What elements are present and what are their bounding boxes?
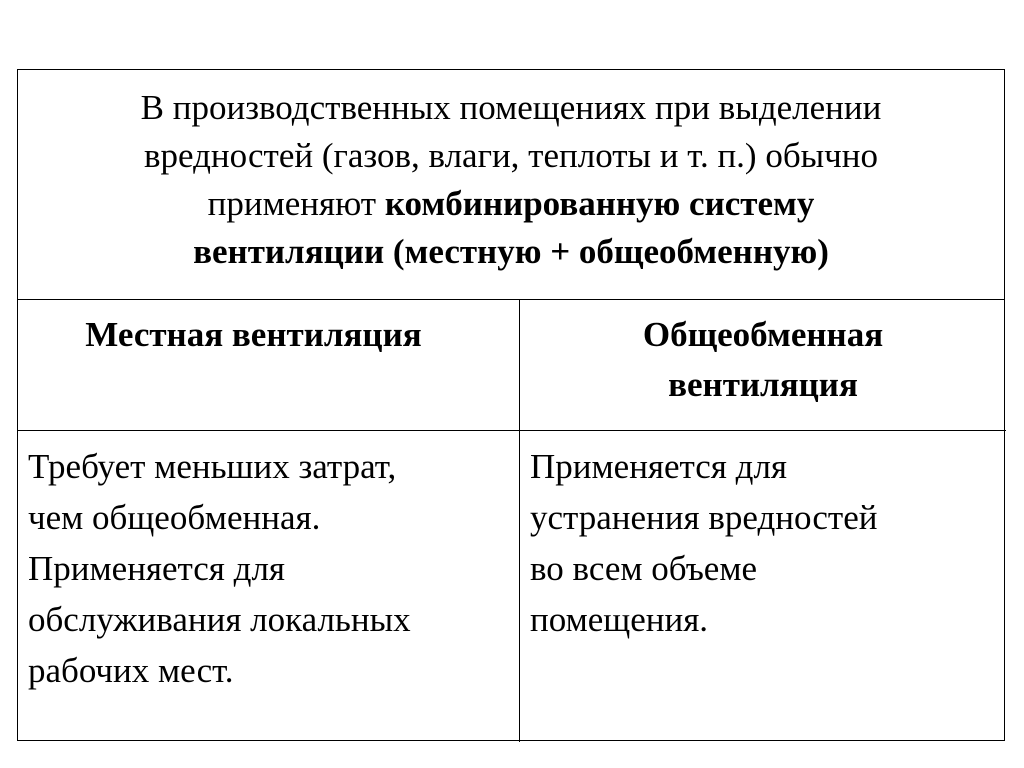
header-local-ventilation (18, 300, 520, 431)
header-general-label (520, 300, 1006, 410)
intro-line-3-normal: применяют (207, 184, 385, 223)
intro-cell (18, 70, 1004, 300)
intro-line-2: вредностей (газов, влаги, теплоты и т. п.) обычно (143, 136, 878, 175)
body-local-line-2: чем общеобменная. (28, 498, 321, 537)
intro-line-1: В производственных помещениях при выделении (140, 88, 882, 127)
ventilation-table (17, 69, 1005, 741)
body-general-line-2: устранения вредностей (530, 498, 878, 537)
intro-line-4: вентиляции (местную + общеобменную) (193, 232, 829, 271)
header-general-line-1: Общеобменная (642, 315, 884, 354)
header-general-line-2: вентиляция (668, 365, 858, 404)
body-general-line-1: Применяется для (530, 447, 788, 486)
body-local-text (18, 431, 519, 696)
intro-line-3 (38, 180, 984, 228)
header-general-ventilation (520, 300, 1006, 431)
header-local-label: Местная вентиляция (85, 315, 422, 354)
body-local-ventilation (18, 431, 520, 742)
body-local-line-5: рабочих мест. (28, 651, 234, 690)
body-general-line-3: во всем объеме (530, 549, 758, 588)
body-local-line-1: Требует меньших затрат, (28, 447, 397, 486)
body-local-line-3: Применяется для (28, 549, 286, 588)
body-general-ventilation (520, 431, 1006, 742)
body-general-text (520, 431, 1006, 645)
intro-line-3-bold: комбинированную систему (384, 184, 815, 223)
body-local-line-4: обслуживания локальных (28, 600, 411, 639)
body-general-line-4: помещения. (530, 600, 709, 639)
